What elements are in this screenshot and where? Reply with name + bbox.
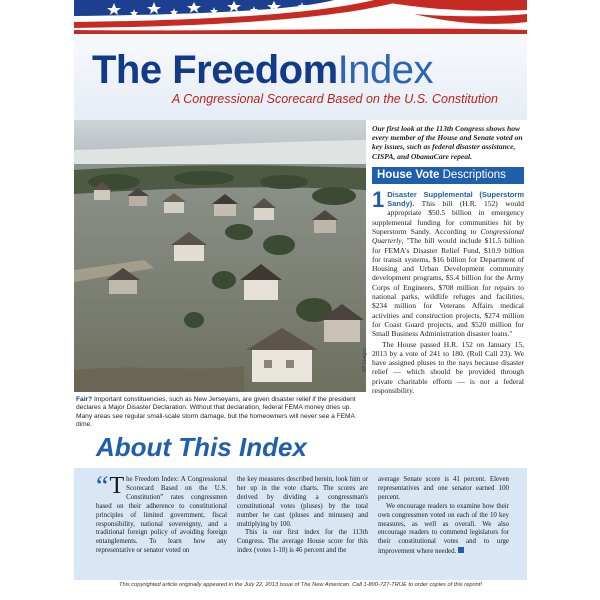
- vote-item-1: 1 Disaster Supplemental (Superstorm Sandy). This bill (H.R. 152) would appropriate $50.5 billion in emergency supplemental funding for communities hit by Superstorm Sandy. According to Congressional Quarterly, "The bill would include $11.5 billion for FEMA's Disaster Relief Fund, $10.9 billion for transit systems, $16 billion for Department of Housing and Urban Development community development programs, $5.4 billion for the Army Corps of Engineers, $708 million for repairs to national parks, wildlife refuges and facilities, $234 million for Veterans Affairs medical activities and construction projects, $274 million for Coast Guard projects, and $520 million for Small Business Administration disaster loans." The House passed H.R. 152 on January 15, 2013 by a vote of 241 to 180. (Roll Call 23). We have assigned pluses to the nays because disaster relief — which should be provided through private charitable efforts — is not a federal responsibility.: [372, 186, 524, 396]
- photo-credit: AP Images: [362, 347, 368, 372]
- intro-text: Our first look at the 113th Congress shows how every member of the House and Senate voted on key issues, such as federal disaster assistance, CISPA, and ObamaCare repeal.: [372, 124, 523, 161]
- about-column-3: average Senate score is 41 percent. Eleven representatives and one senator earned 100 percent. We encourage readers to examine how their own congressmen voted on each of the 10 key measures, as well as overall. We also encourage readers to commend legislators for their constitutional votes and to urge improvement where needed.: [378, 476, 509, 556]
- masthead: [74, 34, 527, 120]
- publication-title: The FreedomIndex: [92, 48, 434, 92]
- vote-title: Disaster Supplemental (Superstorm Sandy).: [387, 189, 524, 209]
- vote-result: The House passed H.R. 152 on January 15, 2013 by a vote of 241 to 180. (Roll Call 23). We have assigned pluses to the nays because disaster relief — which should be provided through private charitable efforts — is not a federal responsibility.: [372, 339, 524, 396]
- end-mark-icon: [458, 547, 464, 553]
- flag-banner: [74, 0, 527, 34]
- article-page: [74, 0, 527, 600]
- photo-caption: Fair? Important constituencies, such as New Jerseyans, are given disaster relief if the president declares a Major Disaster Declaration. Without that declaration, federal FEMA money dries up. Many areas see regular small-scale storm damage, but the homeowners will never see a FEMA dime.: [76, 396, 356, 429]
- house-vote-header: House Vote Descriptions: [372, 167, 524, 184]
- right-column: [372, 124, 524, 395]
- caption-lead: Fair?: [76, 396, 93, 403]
- about-column-2: the key measures described herein, look him or her up in the vote charts. The scores are derived by dividing a congressman's constitutional votes (pluses) by the total number he cast (pluses and minuses) and multiplying by 100. This is our first index for the 113th Congress. The average House score for this index (votes 1-10) is 46 percent and the: [237, 476, 368, 555]
- drop-cap: T: [109, 473, 125, 499]
- about-column-1: “ T he Freedom Index: A Congressional Scorecard Based on the U.S. Constitution” rates congressmen based on their adherence to constitutional principles of limited government, fiscal responsibility, national sovereignty, and a traditional foreign policy of avoiding foreign entanglements. To learn how any representative or senator voted on: [96, 471, 227, 555]
- publication-subtitle: A Congressional Scorecard Based on the U.S. Constitution: [171, 92, 498, 106]
- about-box: [74, 468, 527, 580]
- open-quote-mark: “: [96, 471, 109, 502]
- vote-number: 1: [372, 186, 385, 212]
- about-heading: About This Index: [96, 432, 307, 462]
- reprint-footer: This copyrighted article originally appeared in the July 22, 2013 issue of The New American. Call 1-800-727-TRUE to order copies of this reprint!: [118, 582, 483, 588]
- flood-photo: [74, 120, 366, 392]
